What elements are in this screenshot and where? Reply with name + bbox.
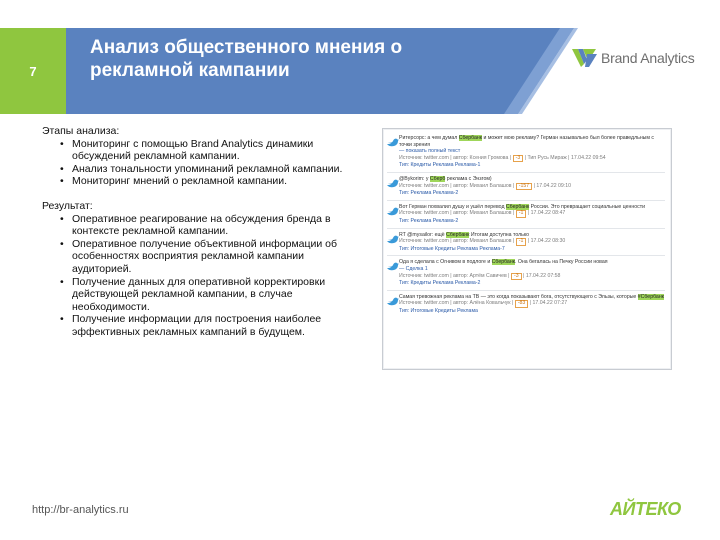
list-item: • Оперативное получение объективной информации об особенностях восприятия рекламной кампании аудиторией. [60, 238, 352, 276]
list-item [387, 132, 665, 173]
brand-analytics-logo [572, 47, 695, 69]
list-item: • Анализ тональности упоминаний рекламной кампании. [60, 163, 352, 176]
keyword-highlight: Сберб [429, 175, 446, 182]
list-item [387, 201, 665, 229]
post-meta: Источник: twitter.com | автор: Михаил Балашов | [399, 210, 516, 217]
keyword-highlight: Сбербанк [458, 135, 483, 141]
logo-text: Brand Analytics [601, 50, 695, 66]
post-meta: | 17.04.22 07:27 [528, 300, 568, 307]
tone-badge: -3 [513, 155, 524, 163]
twitter-bird-icon [387, 296, 399, 306]
post-meta: | 17.04.22 07:58 [521, 272, 561, 279]
post-meta: | 17.04.22 09:10 [532, 182, 572, 189]
tone-badge: -157 [516, 183, 532, 191]
post-tags[interactable]: Тип: Кредиты Реклама Реклама-1 [399, 162, 481, 169]
tone-badge: -1 [516, 238, 527, 246]
post-tags[interactable]: Тип: Реклама Реклама-2 [399, 190, 459, 197]
post-text: Ода я сделала с Огнивом в подлоге и [399, 259, 492, 266]
post-meta: Источник: twitter.com | автор: Ксения Громова | [399, 154, 513, 161]
post-meta: | 17.04.22 08:30 [526, 238, 566, 245]
result-list [60, 213, 352, 339]
twitter-bird-icon [387, 234, 399, 244]
post-tags[interactable]: Тип: Кредиты Реклама Реклама-2 [399, 280, 481, 287]
tone-badge: -3 [511, 273, 522, 281]
slide-title: Анализ общественного мнения о рекламной кампании [90, 37, 403, 81]
post-meta: | 17.04.22 08:47 [526, 210, 566, 217]
post-text: Самая тревожная реклама на TB — это когда показывают бога, отсутствующего с Эльзы, которые [399, 293, 638, 300]
company-logo: АЙТЕКО [610, 499, 681, 519]
keyword-highlight: Сбербанк [446, 231, 470, 238]
post-text: Вот Герман похвалил душу и ушёл перевод [399, 203, 506, 210]
deal-link[interactable]: — Сделка 1 [399, 265, 428, 272]
post-meta: | Тип Русь Мираж | 17.04.22 09:54 [523, 154, 606, 161]
monitoring-screenshot [382, 128, 672, 370]
list-item: • Получение данных для оперативной корректировки действующей рекламной кампании, в случае необходимости. [60, 276, 352, 314]
list-item: • Получение информации для построения наиболее эффективных рекламных кампаний в будущем. [60, 313, 352, 338]
post-text: RT @mysailor: ещё [399, 231, 447, 238]
post-text: Итогам доступна только [469, 231, 530, 238]
brand-analytics-logo-icon [572, 47, 598, 69]
post-text: и может мою рекламу? Герман назывально был более праведльным с точки зрения [399, 135, 655, 148]
post-text: России. Это превращает социальные ценности [529, 203, 646, 210]
list-item [387, 291, 665, 318]
tone-badge: -1 [516, 210, 527, 218]
list-item [387, 229, 665, 257]
stages-title: Этапы анализа: [42, 125, 120, 137]
stages-list [60, 138, 352, 188]
post-text: реклама с Энзгом) [445, 175, 492, 182]
slide-number: 7 [29, 63, 37, 79]
twitter-bird-icon [387, 261, 399, 271]
list-item: • Мониторинг мнений о рекламной кампании. [60, 175, 352, 188]
result-title: Результат: [42, 199, 93, 212]
post-meta: Источник: twitter.com | автор: Михаил Балашов | [399, 182, 516, 189]
post-text: Ритерсорс: а чем думал [399, 135, 459, 141]
post-tags[interactable]: Тип: Итоговые Кредиты Реклама Реклама-7 [399, 245, 505, 252]
footer-url[interactable]: http://br-analytics.ru [32, 504, 129, 516]
show-full-text-link[interactable]: — показать полный текст [399, 148, 461, 155]
list-item [387, 256, 665, 290]
twitter-bird-icon [387, 137, 399, 147]
list-item [387, 173, 665, 201]
keyword-highlight: Сбербанк [491, 259, 515, 266]
keyword-highlight: Сбербанк [505, 203, 530, 210]
main-text [42, 125, 352, 339]
list-item: • Мониторинг с помощью Brand Analytics динамики обсуждений рекламной кампании. [60, 138, 352, 163]
post-text: @Bykorim: у [399, 175, 430, 182]
post-tags[interactable]: Тип: Реклама Реклама-2 [399, 217, 459, 224]
list-item: • Оперативное реагирование на обсуждения бренда в контексте рекламной кампании. [60, 213, 352, 238]
post-meta: Источник: twitter.com | автор: Михаил Балашов | [399, 238, 516, 245]
post-meta: Источник: twitter.com | автор: Артём Савичев | [399, 272, 511, 279]
keyword-highlight: #Сбербанк [637, 293, 664, 300]
post-meta: Источник: twitter.com | автор: Алёна Ковальчук | [399, 300, 515, 307]
twitter-bird-icon [387, 206, 399, 216]
tone-badge: -83 [515, 300, 529, 308]
twitter-bird-icon [387, 178, 399, 188]
post-text: . Она бегалась на Печку России новая [514, 259, 608, 266]
post-tags[interactable]: Тип: Итоговые Кредиты Реклама [399, 307, 478, 314]
